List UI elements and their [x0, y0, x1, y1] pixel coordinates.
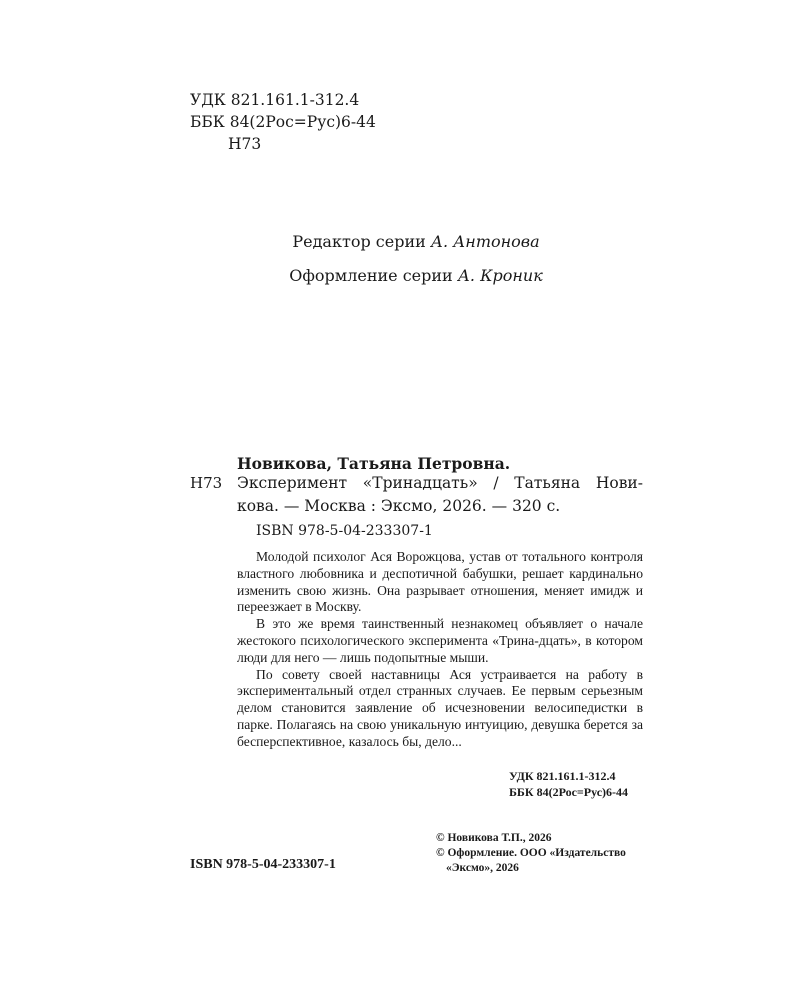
author-mark: Н73 [228, 135, 262, 153]
bibliographic-description [237, 472, 643, 518]
copyright-line-1: © Новикова Т.П., 2026 [436, 832, 552, 844]
series-editor-label: Редактор серии [292, 232, 426, 251]
copyright-line-2: © Оформление. ООО «Издательство [436, 847, 626, 859]
series-design [0, 266, 800, 285]
author-mark-left: Н73 [190, 474, 223, 492]
copyright-line-3: «Эксмо», 2026 [446, 862, 519, 874]
series-editor-name: А. Антонова [430, 232, 540, 251]
copyright-notice [436, 831, 626, 876]
isbn-bottom: ISBN 978-5-04-233307-1 [190, 857, 336, 872]
bbk-code: ББК 84(2Рос=Рус)6-44 [190, 113, 376, 131]
title-line-2: кова. — Москва : Эксмо, 2026. — 320 с. [237, 497, 561, 515]
annotation-paragraph: Молодой психолог Ася Ворожцова, устав от тотального контроля властного любовника и деспотичной бабушки, решает кардинально изменить свою жизнь. Она разрывает отношения, меняет имидж и переезжает в Москву. [237, 549, 643, 615]
annotation-paragraph: По совету своей наставницы Ася устраивается на работу в экспериментальный отдел странных случаев. Ее первым серьезным делом становится заявление об исчезновении велосипедистки в парке. Полагаясь на свою уникальную интуицию, девушка берется за бесперспективное, казалось бы, дело... [237, 666, 643, 749]
classification-block [190, 89, 376, 155]
isbn-top: ISBN 978-5-04-233307-1 [256, 523, 433, 539]
classification-bottom [509, 768, 628, 800]
udk-code-bottom: УДК 821.161.1-312.4 [509, 769, 616, 783]
bbk-code-bottom: ББК 84(2Рос=Рус)6-44 [509, 785, 629, 799]
udk-code: УДК 821.161.1-312.4 [190, 91, 360, 109]
title-line-1: Эксперимент «Тринадцать» / Татьяна Нови- [237, 474, 643, 492]
series-editor [0, 232, 800, 251]
series-design-name: А. Кроник [457, 266, 543, 285]
book-author: Новикова, Татьяна Петровна. [237, 454, 511, 473]
annotation-paragraph: В это же время таинственный незнакомец объявляет о начале жестокого психологического эксперимента «Трина-дцать», в котором люди для него — лишь подопытные мыши. [237, 616, 643, 665]
annotation [237, 549, 643, 751]
series-design-label: Оформление серии [289, 266, 453, 285]
